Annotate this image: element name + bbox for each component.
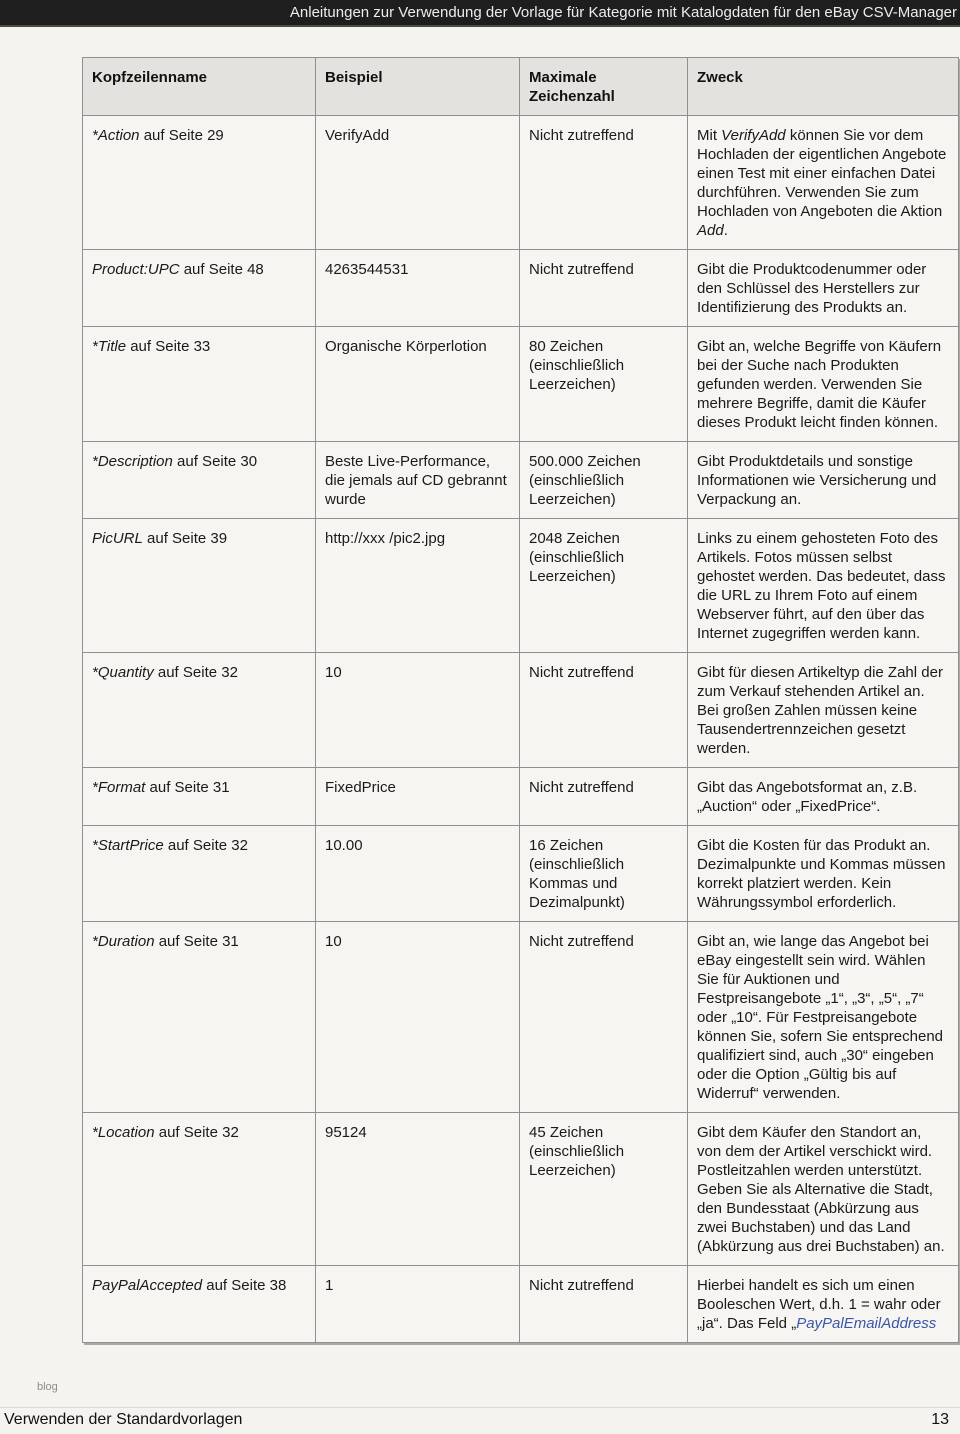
field-name-cell: PayPalAccepted auf Seite 38	[83, 1266, 316, 1343]
table-row	[83, 768, 959, 826]
example-cell: Beste Live-Performance, die jemals auf CD gebrannt wurde	[316, 442, 520, 519]
footer-section-title: Verwenden der Standardvorlagen	[4, 1411, 243, 1428]
max-chars-cell: 45 Zeichen (einschließlich Leerzeichen)	[520, 1113, 688, 1266]
purpose-cell	[688, 116, 959, 250]
purpose-text: Mit	[697, 127, 722, 144]
column-header: Beispiel	[316, 58, 520, 116]
max-chars-cell: 80 Zeichen (einschließlich Leerzeichen)	[520, 327, 688, 442]
table-row	[83, 922, 959, 1113]
field-name-cell: *StartPrice auf Seite 32	[83, 826, 316, 922]
field-name: *Duration	[92, 933, 155, 950]
example-cell: VerifyAdd	[316, 116, 520, 250]
purpose-cell	[688, 653, 959, 768]
purpose-text: Gibt an, wie lange das Angebot bei eBay eingestellt sein wird. Wählen Sie für Auktionen und Festpreisangebote „1“, „3“, „5“, „7“ oder „10“. Für Festpreisangebote können Sie, sofern Sie entsprechend qualifiziert sind, auch „30“ eingeben oder die Option „Gültig bis auf Widerruf“ verwenden.	[697, 933, 943, 1102]
purpose-text: Gibt die Kosten für das Produkt an. Dezimalpunkte und Kommas müssen korrekt platziert werden. Kein Währungssymbol erforderlich.	[697, 837, 946, 911]
max-chars-cell: Nicht zutreffend	[520, 116, 688, 250]
field-name-cell: *Title auf Seite 33	[83, 327, 316, 442]
field-name: *Quantity	[92, 664, 154, 681]
table-row	[83, 1113, 959, 1266]
example-cell: 10	[316, 922, 520, 1113]
example-cell: 1	[316, 1266, 520, 1343]
example-cell: FixedPrice	[316, 768, 520, 826]
purpose-text: Links zu einem gehosteten Foto des Artikels. Fotos müssen selbst gehostet werden. Das bedeutet, dass die URL zu Ihrem Foto auf einem Webserver führt, auf den über das Internet zugegriffen werden kann.	[697, 530, 946, 642]
purpose-cell	[688, 442, 959, 519]
max-chars-cell: 500.000 Zeichen (einschließlich Leerzeichen)	[520, 442, 688, 519]
max-chars-cell: Nicht zutreffend	[520, 250, 688, 327]
field-name-cell: *Quantity auf Seite 32	[83, 653, 316, 768]
example-cell: Organische Körperlotion	[316, 327, 520, 442]
example-cell: http://xxx /pic2.jpg	[316, 519, 520, 653]
purpose-text: Add	[697, 222, 724, 239]
purpose-cell	[688, 250, 959, 327]
purpose-cell	[688, 519, 959, 653]
table-row	[83, 653, 959, 768]
purpose-text: VerifyAdd	[721, 127, 786, 144]
example-cell: 95124	[316, 1113, 520, 1266]
purpose-text: Gibt an, welche Begriffe von Käufern bei der Suche nach Produkten gefunden werden. Verwenden Sie mehrere Begriffe, damit die Käufer dieses Produkt leicht finden können.	[697, 338, 942, 431]
max-chars-cell: Nicht zutreffend	[520, 922, 688, 1113]
column-header: Maximale Zeichenzahl	[520, 58, 688, 116]
purpose-cell	[688, 922, 959, 1113]
table-row	[83, 250, 959, 327]
max-chars-cell: 2048 Zeichen (einschließlich Leerzeichen)	[520, 519, 688, 653]
field-name: PicURL	[92, 530, 143, 547]
field-name: *Description	[92, 453, 173, 470]
document-title: Anleitungen zur Verwendung der Vorlage für Kategorie mit Katalogdaten für den eBay CSV-Manager	[289, 4, 957, 21]
page-number: 13	[931, 1411, 949, 1428]
field-name: Product:UPC	[92, 261, 180, 278]
purpose-text: Gibt das Angebotsformat an, z.B. „Auction“ oder „FixedPrice“.	[697, 779, 918, 815]
table-row	[83, 116, 959, 250]
table-row	[83, 327, 959, 442]
field-name-cell: *Action auf Seite 29	[83, 116, 316, 250]
field-name: *StartPrice	[92, 837, 164, 854]
max-chars-cell: 16 Zeichen (einschließlich Kommas und Dezimalpunkt)	[520, 826, 688, 922]
purpose-cell	[688, 826, 959, 922]
max-chars-cell: Nicht zutreffend	[520, 1266, 688, 1343]
max-chars-cell: Nicht zutreffend	[520, 653, 688, 768]
table-header-row	[83, 58, 959, 116]
purpose-text: können Sie vor dem Hochladen der eigentlichen Angebote einen Test mit einer einfachen Datei durchführen. Verwenden Sie zum Hochladen von Angeboten die Aktion	[697, 127, 947, 220]
field-name: PayPalAccepted	[92, 1277, 203, 1294]
field-name-cell: *Description auf Seite 30	[83, 442, 316, 519]
field-name: *Action	[92, 127, 140, 144]
table-row	[83, 519, 959, 653]
document-header-bar	[0, 0, 960, 27]
field-name-cell: *Duration auf Seite 31	[83, 922, 316, 1113]
purpose-text: Hierbei handelt es sich um einen Booleschen Wert, d.h. 1 = wahr oder „ja“. Das Feld „	[697, 1277, 941, 1332]
max-chars-cell: Nicht zutreffend	[520, 768, 688, 826]
purpose-text: .	[723, 222, 728, 239]
field-name: *Format	[92, 779, 146, 796]
purpose-text: Gibt die Produktcodenummer oder den Schlüssel des Herstellers zur Identifizierung des Produkts an.	[697, 261, 927, 316]
purpose-text: Gibt für diesen Artikeltyp die Zahl der zum Verkauf stehenden Artikel an. Bei großen Zahlen müssen keine Tausendertrennzeichen gesetzt werden.	[697, 664, 943, 757]
table-body	[83, 116, 959, 1343]
column-header: Zweck	[688, 58, 959, 116]
field-name-cell: *Format auf Seite 31	[83, 768, 316, 826]
field-name-cell: *Location auf Seite 32	[83, 1113, 316, 1266]
page-footer	[0, 1407, 960, 1434]
example-cell: 4263544531	[316, 250, 520, 327]
table-row	[83, 442, 959, 519]
field-name: *Location	[92, 1124, 155, 1141]
field-name: *Title	[92, 338, 127, 355]
purpose-cell	[688, 1113, 959, 1266]
example-cell: 10	[316, 653, 520, 768]
purpose-link[interactable]: PayPalEmailAddress	[796, 1315, 937, 1332]
purpose-cell	[688, 327, 959, 442]
field-name-cell: Product:UPC auf Seite 48	[83, 250, 316, 327]
table-row	[83, 1266, 959, 1343]
purpose-cell	[688, 768, 959, 826]
column-header: Kopfzeilenname	[83, 58, 316, 116]
field-name-cell: PicURL auf Seite 39	[83, 519, 316, 653]
csv-fields-table	[82, 57, 959, 1343]
purpose-text: Gibt Produktdetails und sonstige Informationen wie Versicherung und Verpackung an.	[697, 453, 937, 508]
purpose-cell	[688, 1266, 959, 1343]
purpose-text: Gibt dem Käufer den Standort an, von dem der Artikel verschickt wird. Postleitzahlen werden unterstützt. Geben Sie als Alternative die Stadt, den Bundesstaat (Abkürzung aus zwei Buchstaben) und das Land (Abkürzung aus drei Buchstaben) an.	[697, 1124, 945, 1255]
example-cell: 10.00	[316, 826, 520, 922]
watermark-text: blog	[37, 1381, 58, 1393]
table-row	[83, 826, 959, 922]
